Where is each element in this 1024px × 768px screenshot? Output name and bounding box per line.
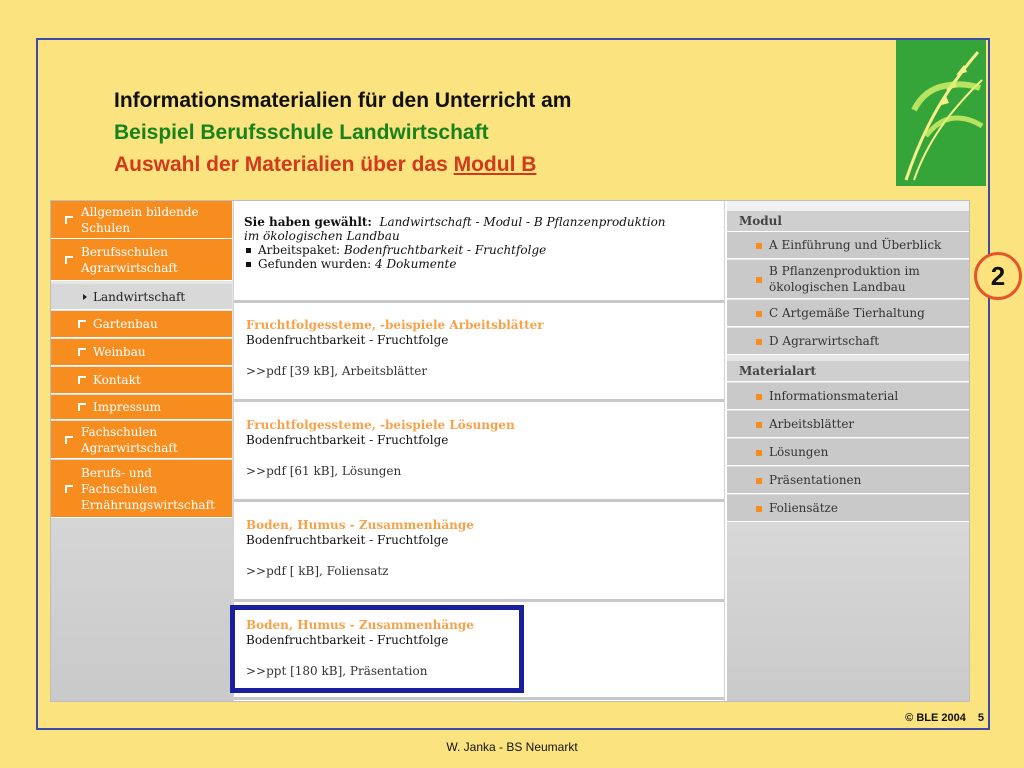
entry-download (246, 664, 716, 678)
entry-title[interactable]: Boden, Humus - Zusammenhänge (246, 618, 474, 632)
entry-download (246, 564, 716, 578)
material-type: , Arbeitsblätter (334, 364, 428, 378)
nav-item-berufsschulen[interactable]: Berufsschulen Agrarwirtschaft (51, 239, 232, 281)
modul-heading: Modul (727, 211, 970, 232)
modul-item-a[interactable]: A Einführung und Überblick (727, 232, 970, 259)
entry-subtitle: Bodenfruchtbarkeit - Fruchtfolge (246, 633, 449, 647)
nav-item-ernaehrungswirtschaft[interactable]: Berufs- und Fachschulen Ernährungswirtschaft (51, 460, 232, 518)
entry-subtitle: Bodenfruchtbarkeit - Fruchtfolge (246, 433, 449, 447)
right-navigation (727, 201, 970, 702)
found-line: Gefunden wurden: 4 Dokumente (244, 257, 724, 271)
result-entry (246, 418, 716, 478)
modul-item-c[interactable]: C Artgemäße Tierhaltung (727, 300, 970, 327)
entry-divider (234, 697, 724, 700)
slide-subtitle: Beispiel Berufsschule Landwirtschaft (114, 121, 489, 144)
subtitle-prefix: Auswahl der Materialien über das (114, 153, 454, 176)
material-item-foliensaetze[interactable]: Foliensätze (727, 495, 970, 522)
modul-item-d[interactable]: D Agrarwirtschaft (727, 328, 970, 355)
entry-divider (234, 499, 724, 502)
result-entry (246, 618, 716, 678)
nav-bullet-icon (65, 436, 73, 444)
left-navigation (51, 201, 233, 702)
website-screenshot (50, 200, 970, 702)
selection-value: Landwirtschaft - Modul - B Pflanzenproduktion (379, 215, 666, 229)
modul-b-link[interactable]: Modul B (453, 153, 537, 176)
number-badge: 2 (974, 252, 1022, 300)
download-link[interactable]: >>ppt [180 kB] (246, 664, 343, 678)
slide-subtitle-2 (114, 153, 536, 177)
material-type: , Lösungen (334, 464, 402, 478)
selection-value-cont: im ökologischen Landbau (244, 229, 400, 243)
square-bullet-icon (756, 243, 762, 249)
entry-divider (234, 399, 724, 402)
material-type: , Foliensatz (319, 564, 389, 578)
entry-download (246, 364, 716, 378)
nav-bullet-icon (78, 320, 86, 328)
nav-bullet-icon (65, 216, 73, 224)
square-bullet-icon (756, 311, 762, 317)
material-item-praesentationen[interactable]: Präsentationen (727, 467, 970, 494)
material-item-loesungen[interactable]: Lösungen (727, 439, 970, 466)
slide-title: Informationsmaterialien für den Unterricht am (114, 89, 572, 112)
download-link[interactable]: >>pdf [ kB] (246, 564, 319, 578)
entry-subtitle: Bodenfruchtbarkeit - Fruchtfolge (246, 533, 449, 547)
arrow-right-icon (83, 294, 87, 300)
material-item-informationsmaterial[interactable]: Informationsmaterial (727, 383, 970, 410)
square-bullet-icon (756, 450, 762, 456)
copyright-line (905, 712, 984, 724)
download-link[interactable]: >>pdf [39 kB] (246, 364, 335, 378)
results-content (233, 201, 725, 702)
school-logo (896, 40, 986, 186)
package-line: Arbeitspaket: Bodenfruchtbarkeit - Fruchtfolge (244, 243, 724, 257)
entry-title[interactable]: Fruchtfolgessteme, -beispiele Lösungen (246, 418, 515, 432)
square-bullet-icon (756, 478, 762, 484)
nav-item-impressum[interactable]: Impressum (51, 395, 232, 420)
nav-bullet-icon (78, 348, 86, 356)
square-bullet-icon (756, 422, 762, 428)
selection-heading: Sie haben gewählt: (244, 215, 372, 229)
nav-bullet-icon (65, 256, 73, 264)
entry-divider (234, 300, 724, 303)
nav-item-kontakt[interactable]: Kontakt (51, 367, 232, 394)
result-entry (246, 518, 716, 578)
nav-item-gartenbau[interactable]: Gartenbau (51, 311, 232, 338)
selection-summary (244, 215, 724, 271)
download-link[interactable]: >>pdf [61 kB] (246, 464, 335, 478)
nav-item-fachschulen[interactable]: Fachschulen Agrarwirtschaft (51, 421, 232, 459)
nav-bullet-icon (78, 376, 86, 384)
entry-title[interactable]: Boden, Humus - Zusammenhänge (246, 518, 474, 532)
nav-item-landwirtschaft[interactable]: Landwirtschaft (51, 284, 232, 310)
slide-footer: W. Janka - BS Neumarkt (446, 740, 578, 754)
square-bullet-icon (756, 506, 762, 512)
entry-divider (234, 599, 724, 602)
entry-title[interactable]: Fruchtfolgessteme, -beispiele Arbeitsblätter (246, 318, 544, 332)
entry-subtitle: Bodenfruchtbarkeit - Fruchtfolge (246, 333, 449, 347)
square-bullet-icon (756, 339, 762, 345)
square-bullet-icon (756, 394, 762, 400)
page-number: 5 (977, 712, 984, 724)
copyright-text: © BLE 2004 (905, 712, 966, 724)
nav-bullet-icon (78, 403, 86, 411)
nav-item-weinbau[interactable]: Weinbau (51, 339, 232, 366)
square-bullet-icon (756, 277, 762, 283)
result-entry (246, 318, 716, 378)
entry-download (246, 464, 716, 478)
nav-item-allgemein-bildende-schulen[interactable]: Allgemein bildende Schulen (51, 201, 232, 239)
modul-item-b[interactable]: B Pflanzenproduktion im ökologischen Landbau (727, 260, 970, 299)
nav-bullet-icon (65, 485, 73, 493)
materialart-heading: Materialart (727, 361, 970, 382)
material-item-arbeitsblaetter[interactable]: Arbeitsblätter (727, 411, 970, 438)
selection-line (244, 215, 724, 229)
material-type: , Präsentation (342, 664, 428, 678)
